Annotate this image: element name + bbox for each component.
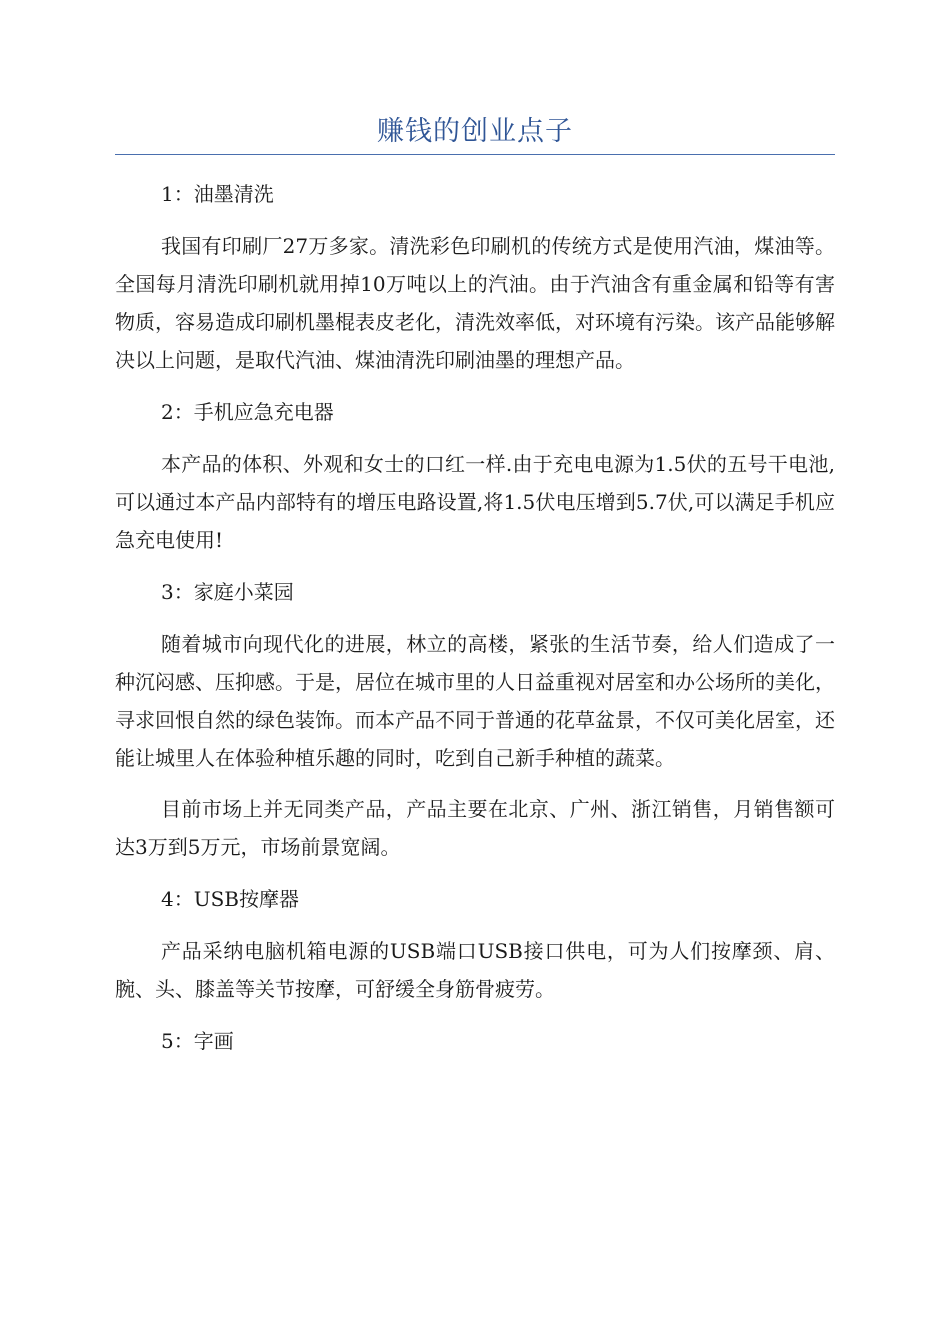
section-heading-home-garden: 3：家庭小菜园 [161, 580, 294, 604]
document-body [115, 174, 835, 1074]
section-paragraph: 随着城市向现代化的进展，林立的高楼，紧张的生活节奏，给人们造成了一种沉闷感、压抑感。于是，居位在城市里的人日益重视对居室和办公场所的美化，寻求回恨自然的绿色装饰。而本产品不同于普通的花草盆景，不仅可美化居室，还能让城里人在体验种植乐趣的同时，吃到自己新手种植的蔬菜。 [115, 632, 835, 770]
document-title: 赚钱的创业点子 [377, 116, 573, 147]
section-paragraph: 本产品的体积、外观和女士的口红一样.由于充电电源为1.5伏的五号干电池,可以通过本产品内部特有的增压电路设置,将1.5伏电压增到5.7伏,可以满足手机应急充电使用! [115, 452, 835, 552]
section-heading-ink-cleaning: 1：油墨清洗 [161, 182, 274, 206]
section-paragraph: 目前市场上并无同类产品，产品主要在北京、广州、浙江销售，月销售额可达3万到5万元，市场前景宽阔。 [115, 797, 835, 859]
section-paragraph: 产品采纳电脑机箱电源的USB端口USB接口供电，可为人们按摩颈、肩、腕、头、膝盖等关节按摩，可舒缓全身筋骨疲劳。 [115, 939, 835, 1001]
section-heading-usb-massager: 4：USB按摩器 [161, 887, 299, 911]
section-heading-calligraphy: 5：字画 [161, 1029, 234, 1053]
title-underline [115, 154, 835, 155]
section-paragraph: 我国有印刷厂27万多家。清洗彩色印刷机的传统方式是使用汽油，煤油等。全国每月清洗印刷机就用掉10万吨以上的汽油。由于汽油含有重金属和铅等有害物质，容易造成印刷机墨棍表皮老化，清洗效率低，对环境有污染。该产品能够解决以上问题，是取代汽油、煤油清洗印刷油墨的理想产品。 [115, 234, 835, 372]
section-heading-phone-charger: 2：手机应急充电器 [161, 400, 334, 424]
